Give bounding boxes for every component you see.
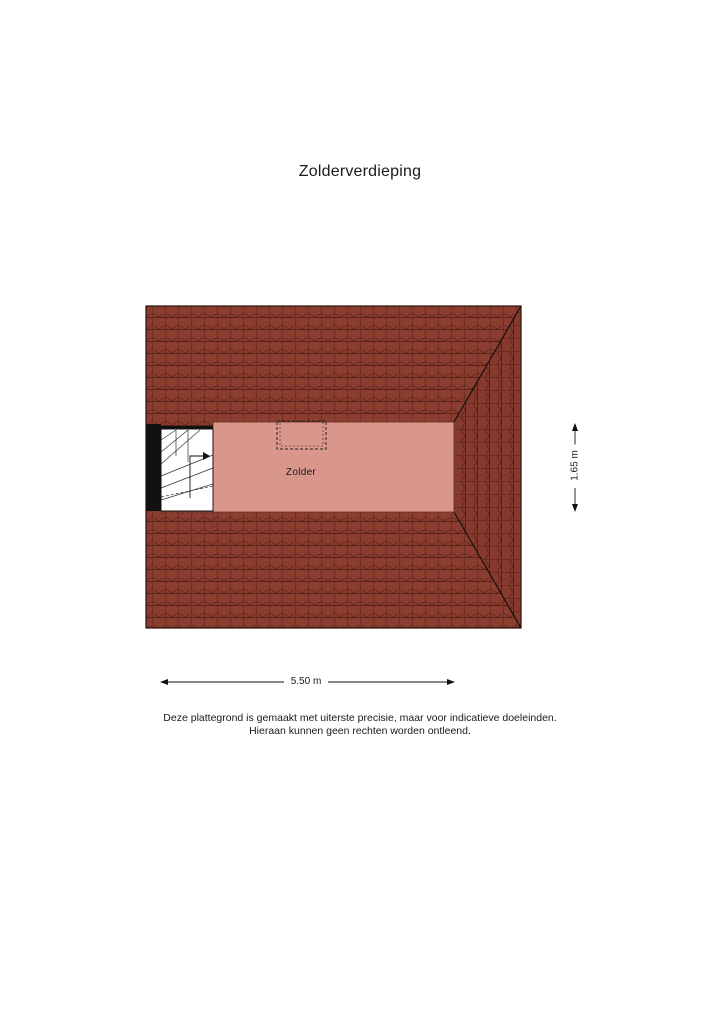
page-title: Zolderverdieping: [298, 163, 422, 180]
dimension-width-label: 5.50 m: [284, 676, 328, 687]
disclaimer-line-1: Deze plattegrond is gemaakt met uiterste precisie, maar voor indicatieve doeleinden.: [163, 712, 557, 724]
dimension-height-label: 1.65 m: [570, 445, 581, 487]
room-label: Zolder: [285, 467, 317, 478]
disclaimer-line-2: Hieraan kunnen geen rechten worden ontleend.: [249, 725, 471, 737]
stair-wall: [146, 424, 161, 511]
attic-floor: [213, 422, 454, 512]
disclaimer: [0, 712, 720, 738]
